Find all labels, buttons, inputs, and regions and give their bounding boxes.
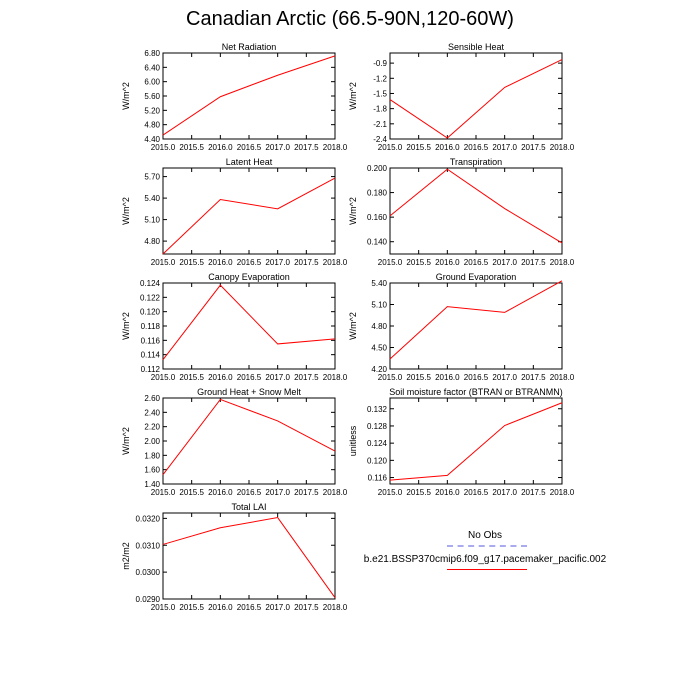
- x-tick-label: 2017.5: [294, 258, 319, 267]
- y-tick-label: 0.120: [139, 307, 160, 317]
- x-tick-label: 2017.0: [265, 143, 290, 152]
- y-tick-label: 0.132: [366, 404, 387, 414]
- plot-frame: [390, 53, 562, 139]
- y-tick-label: 0.128: [366, 421, 387, 431]
- y-tick-label: 4.20: [371, 365, 387, 374]
- panel-title: Ground Heat + Snow Melt: [197, 387, 301, 397]
- x-tick-label: 2017.0: [265, 373, 290, 382]
- x-tick-label: 2015.5: [179, 603, 204, 612]
- y-tick-label: 2.20: [144, 422, 160, 432]
- legend-label: No Obs: [468, 530, 502, 541]
- y-tick-label: 0.0310: [135, 541, 160, 551]
- y-tick-label: 5.10: [371, 300, 387, 310]
- y-tick-label: -2.1: [373, 119, 387, 129]
- x-tick-label: 2015.0: [150, 603, 176, 612]
- x-tick-label: 2016.0: [435, 143, 460, 152]
- x-tick-label: 2017.0: [492, 258, 517, 267]
- y-axis-label: W/m^2: [121, 197, 131, 225]
- x-tick-label: 2016.5: [236, 603, 262, 612]
- x-tick-label: 2017.5: [294, 488, 319, 497]
- y-tick-label: 0.180: [366, 188, 387, 198]
- x-tick-label: 2015.0: [150, 258, 176, 267]
- y-tick-label: 5.10: [144, 215, 160, 225]
- y-tick-label: 2.40: [144, 408, 160, 418]
- y-axis-label: W/m^2: [121, 312, 131, 340]
- panel-soil-moisture-factor-btran-or-btranmn: [348, 387, 575, 497]
- x-tick-label: 2017.0: [492, 373, 517, 382]
- y-tick-label: 0.0290: [135, 595, 160, 604]
- panel-sensible-heat: [348, 42, 575, 152]
- x-tick-label: 2016.5: [236, 143, 262, 152]
- series-line: [163, 518, 335, 598]
- y-tick-label: 6.40: [144, 63, 160, 73]
- series-line: [390, 281, 562, 359]
- x-tick-label: 2018.0: [322, 603, 348, 612]
- y-tick-label: 1.40: [144, 480, 160, 489]
- x-tick-label: 2016.5: [236, 258, 262, 267]
- legend-label: b.e21.BSSP370cmip6.f09_g17.pacemaker_pacific.002: [363, 554, 607, 565]
- y-tick-label: 1.80: [144, 451, 160, 461]
- x-tick-label: 2017.5: [521, 373, 546, 382]
- x-tick-label: 2015.0: [150, 488, 176, 497]
- panel-title: Soil moisture factor (BTRAN or BTRANMN): [389, 387, 563, 397]
- plot-frame: [163, 53, 335, 139]
- panel-title: Canopy Evaporation: [208, 272, 290, 282]
- series-line: [163, 285, 335, 360]
- y-tick-label: -1.2: [373, 74, 387, 84]
- y-tick-label: 4.80: [371, 322, 387, 331]
- panel-ground-heat-snow-melt: [121, 387, 348, 497]
- x-tick-label: 2015.5: [179, 488, 204, 497]
- y-tick-label: -0.9: [373, 59, 387, 69]
- panel-title: Total LAI: [231, 502, 267, 512]
- y-tick-label: -1.5: [373, 89, 387, 99]
- y-tick-label: 5.70: [144, 172, 160, 182]
- panel-title: Latent Heat: [225, 157, 273, 167]
- x-tick-label: 2017.0: [492, 488, 517, 497]
- plot-frame: [390, 398, 562, 484]
- y-tick-label: 2.00: [144, 437, 160, 446]
- y-tick-label: 0.112: [140, 365, 160, 374]
- y-axis-label: W/m^2: [348, 197, 358, 225]
- x-tick-label: 2017.5: [294, 143, 319, 152]
- y-tick-label: 0.140: [366, 237, 387, 247]
- y-axis-label: W/m^2: [121, 82, 131, 110]
- x-tick-label: 2017.5: [521, 143, 546, 152]
- panel-net-radiation: [121, 42, 348, 152]
- panel-total-lai: [121, 502, 348, 612]
- y-tick-label: 5.40: [371, 279, 387, 288]
- x-tick-label: 2015.0: [150, 143, 176, 152]
- panel-latent-heat: [121, 157, 348, 267]
- y-tick-label: 4.40: [144, 135, 160, 144]
- legend-swatch: [447, 569, 527, 570]
- legend-item-model-run: [360, 554, 610, 578]
- legend-item-no-obs: [360, 530, 610, 554]
- y-tick-label: 0.120: [366, 456, 387, 466]
- x-tick-label: 2017.5: [521, 258, 546, 267]
- x-tick-label: 2016.5: [463, 143, 489, 152]
- series-line: [163, 56, 335, 135]
- x-tick-label: 2016.0: [435, 258, 460, 267]
- plot-frame: [390, 168, 562, 254]
- y-tick-label: 0.116: [140, 336, 160, 346]
- y-tick-label: 4.80: [144, 120, 160, 130]
- x-tick-label: 2017.5: [294, 603, 319, 612]
- x-tick-label: 2018.0: [322, 373, 348, 382]
- y-tick-label: 5.20: [144, 106, 160, 116]
- y-axis-label: W/m^2: [348, 312, 358, 340]
- x-tick-label: 2016.0: [208, 143, 233, 152]
- series-line: [163, 399, 335, 474]
- y-tick-label: 0.116: [367, 473, 387, 483]
- x-tick-label: 2016.0: [435, 488, 460, 497]
- series-line: [390, 60, 562, 138]
- x-tick-label: 2016.0: [435, 373, 460, 382]
- x-tick-label: 2016.5: [463, 488, 489, 497]
- y-tick-label: 5.40: [144, 194, 160, 204]
- x-tick-label: 2017.0: [265, 488, 290, 497]
- x-tick-label: 2015.5: [406, 143, 431, 152]
- y-axis-label: W/m^2: [121, 427, 131, 455]
- x-tick-label: 2015.0: [377, 258, 403, 267]
- x-tick-label: 2016.0: [208, 488, 233, 497]
- y-tick-label: 0.114: [140, 350, 160, 360]
- x-tick-label: 2015.0: [377, 373, 403, 382]
- y-tick-label: 0.160: [366, 213, 387, 223]
- y-tick-label: 0.200: [366, 164, 387, 173]
- panel-canopy-evaporation: [121, 272, 348, 382]
- y-tick-label: 4.80: [144, 237, 160, 247]
- x-tick-label: 2015.5: [179, 143, 204, 152]
- x-tick-label: 2015.5: [179, 373, 204, 382]
- x-tick-label: 2017.0: [265, 258, 290, 267]
- x-tick-label: 2018.0: [322, 143, 348, 152]
- x-tick-label: 2016.5: [463, 258, 489, 267]
- panel-title: Transpiration: [449, 157, 503, 167]
- x-tick-label: 2015.0: [377, 488, 403, 497]
- panel-transpiration: [348, 157, 575, 267]
- legend: [360, 530, 610, 578]
- x-tick-label: 2018.0: [549, 373, 575, 382]
- x-tick-label: 2017.0: [492, 143, 517, 152]
- y-tick-label: 0.124: [139, 279, 160, 288]
- panel-ground-evaporation: [348, 272, 575, 382]
- x-tick-label: 2016.0: [208, 373, 233, 382]
- x-tick-label: 2016.5: [236, 488, 262, 497]
- y-tick-label: 2.60: [144, 394, 160, 403]
- y-tick-label: 0.118: [140, 322, 160, 331]
- figure-title: Canadian Arctic (66.5-90N,120-60W): [186, 8, 514, 30]
- y-axis-label: unitless: [348, 425, 358, 457]
- y-axis-label: m2/m2: [121, 542, 131, 570]
- y-tick-label: 0.124: [366, 439, 387, 449]
- y-tick-label: 5.60: [144, 92, 160, 101]
- x-tick-label: 2017.5: [294, 373, 319, 382]
- plot-frame: [390, 283, 562, 369]
- y-tick-label: 0.0300: [135, 568, 160, 578]
- x-tick-label: 2016.0: [208, 603, 233, 612]
- x-tick-label: 2017.0: [265, 603, 290, 612]
- x-tick-label: 2015.5: [406, 488, 431, 497]
- x-tick-label: 2016.0: [208, 258, 233, 267]
- y-tick-label: 1.60: [144, 465, 160, 475]
- plot-frame: [163, 513, 335, 599]
- y-tick-label: 6.00: [144, 77, 160, 87]
- x-tick-label: 2018.0: [549, 488, 575, 497]
- y-tick-label: 0.0320: [135, 514, 160, 524]
- x-tick-label: 2016.5: [463, 373, 489, 382]
- y-tick-label: 4.50: [371, 343, 387, 353]
- y-tick-label: 6.80: [144, 49, 160, 58]
- panel-title: Net Radiation: [221, 42, 277, 52]
- y-axis-label: W/m^2: [348, 82, 358, 110]
- x-tick-label: 2018.0: [549, 143, 575, 152]
- panel-title: Ground Evaporation: [435, 272, 517, 282]
- x-tick-label: 2018.0: [322, 258, 348, 267]
- x-tick-label: 2015.5: [179, 258, 204, 267]
- x-tick-label: 2015.0: [150, 373, 176, 382]
- x-tick-label: 2016.5: [236, 373, 262, 382]
- legend-swatch: [447, 545, 527, 547]
- plot-frame: [163, 168, 335, 254]
- x-tick-label: 2018.0: [549, 258, 575, 267]
- panel-title: Sensible Heat: [447, 42, 505, 52]
- y-tick-label: 0.122: [139, 293, 160, 303]
- x-tick-label: 2017.5: [521, 488, 546, 497]
- y-tick-label: -1.8: [373, 104, 387, 114]
- series-line: [163, 178, 335, 254]
- series-line: [390, 169, 562, 243]
- x-tick-label: 2015.5: [406, 258, 431, 267]
- y-tick-label: -2.4: [373, 135, 387, 144]
- x-tick-label: 2018.0: [322, 488, 348, 497]
- x-tick-label: 2015.5: [406, 373, 431, 382]
- x-tick-label: 2015.0: [377, 143, 403, 152]
- series-line: [390, 403, 562, 480]
